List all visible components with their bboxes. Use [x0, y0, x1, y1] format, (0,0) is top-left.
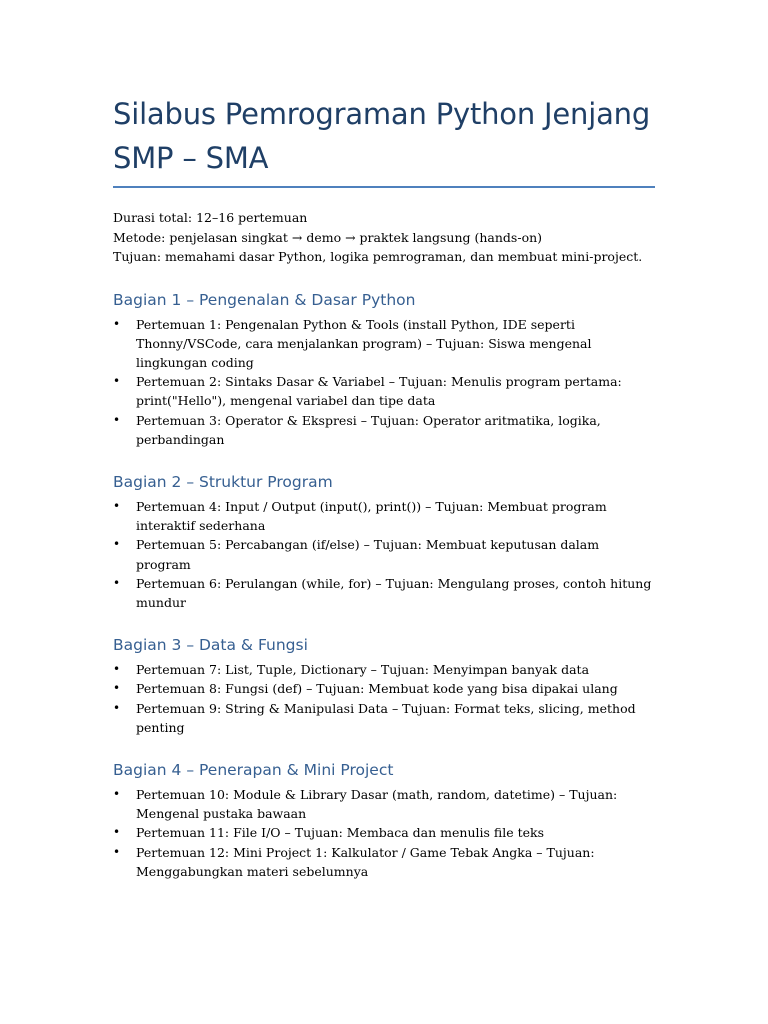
bullet-icon: • — [113, 700, 121, 715]
list-item-text: Pertemuan 4: Input / Output (input(), print()) – Tujuan: Membuat program interaktif sederhana — [136, 498, 607, 534]
list-item — [113, 315, 655, 373]
list-item-text: Pertemuan 9: String & Manipulasi Data – Tujuan: Format teks, slicing, method penting — [136, 700, 636, 735]
list-item — [113, 535, 655, 573]
section-heading: Bagian 3 – Data & Fungsi — [113, 636, 308, 655]
session-list — [113, 315, 655, 449]
meta-goal: Tujuan: memahami dasar Python, logika pemrograman, dan membuat mini-project. — [113, 249, 643, 264]
list-item-text: Pertemuan 7: List, Tuple, Dictionary – Tujuan: Menyimpan banyak data — [136, 662, 590, 678]
section-bagian-2 — [113, 472, 655, 612]
bullet-icon: • — [113, 374, 121, 389]
list-item-text: Pertemuan 8: Fungsi (def) – Tujuan: Membuat kode yang bisa dipakai ulang — [136, 681, 618, 697]
bullet-icon: • — [113, 681, 121, 696]
list-item-text: Pertemuan 10: Module & Library Dasar (math, random, datetime) – Tujuan: Mengenal pustaka bawaan — [136, 786, 618, 822]
list-item-text: Pertemuan 3: Operator & Ekspresi – Tujuan: Operator aritmatika, logika, perbandingan — [136, 412, 601, 447]
list-item — [113, 497, 655, 535]
section-bagian-1 — [113, 290, 655, 449]
list-item-text: Pertemuan 2: Sintaks Dasar & Variabel – Tujuan: Menulis program pertama: print("Hello"), mengenal variabel dan tipe data — [136, 374, 622, 409]
list-item — [113, 823, 655, 842]
section-heading: Bagian 4 – Penerapan & Mini Project — [113, 760, 394, 779]
document-meta — [113, 208, 655, 267]
bullet-icon: • — [113, 786, 121, 801]
section-bagian-3 — [113, 635, 655, 737]
section-heading: Bagian 2 – Struktur Program — [113, 472, 333, 491]
list-item-text: Pertemuan 11: File I/O – Tujuan: Membaca dan menulis file teks — [136, 825, 545, 841]
session-list — [113, 497, 655, 612]
section-heading: Bagian 1 – Pengenalan & Dasar Python — [113, 290, 416, 309]
meta-duration: Durasi total: 12–16 pertemuan — [113, 210, 308, 225]
list-item — [113, 574, 655, 612]
session-list — [113, 785, 655, 881]
session-list — [113, 660, 655, 737]
bullet-icon: • — [113, 825, 121, 840]
bullet-icon: • — [113, 498, 121, 513]
bullet-icon: • — [113, 844, 121, 859]
bullet-icon: • — [113, 575, 121, 590]
list-item — [113, 699, 655, 737]
title-divider — [113, 186, 655, 188]
bullet-icon: • — [113, 316, 121, 331]
list-item — [113, 679, 655, 698]
list-item — [113, 843, 655, 881]
list-item-text: Pertemuan 1: Pengenalan Python & Tools (install Python, IDE seperti Thonny/VSCode, cara menjalankan program) – Tujuan: Siswa mengenal lingkungan coding — [136, 316, 592, 370]
document-page — [113, 92, 655, 881]
list-item-text: Pertemuan 12: Mini Project 1: Kalkulator / Game Tebak Angka – Tujuan: Menggabungkan materi sebelumnya — [136, 844, 595, 879]
document-title: Silabus Pemrograman Python Jenjang SMP – SMA — [113, 97, 651, 175]
list-item — [113, 372, 655, 410]
meta-method: Metode: penjelasan singkat → demo → praktek langsung (hands-on) — [113, 229, 543, 245]
section-bagian-4 — [113, 760, 655, 881]
bullet-icon: • — [113, 537, 121, 552]
list-item — [113, 411, 655, 449]
list-item — [113, 660, 655, 679]
list-item-text: Pertemuan 6: Perulangan (while, for) – Tujuan: Mengulang proses, contoh hitung mundur — [136, 575, 652, 610]
list-item-text: Pertemuan 5: Percabangan (if/else) – Tujuan: Membuat keputusan dalam program — [136, 537, 600, 572]
list-item — [113, 785, 655, 823]
bullet-icon: • — [113, 662, 121, 677]
bullet-icon: • — [113, 412, 121, 427]
